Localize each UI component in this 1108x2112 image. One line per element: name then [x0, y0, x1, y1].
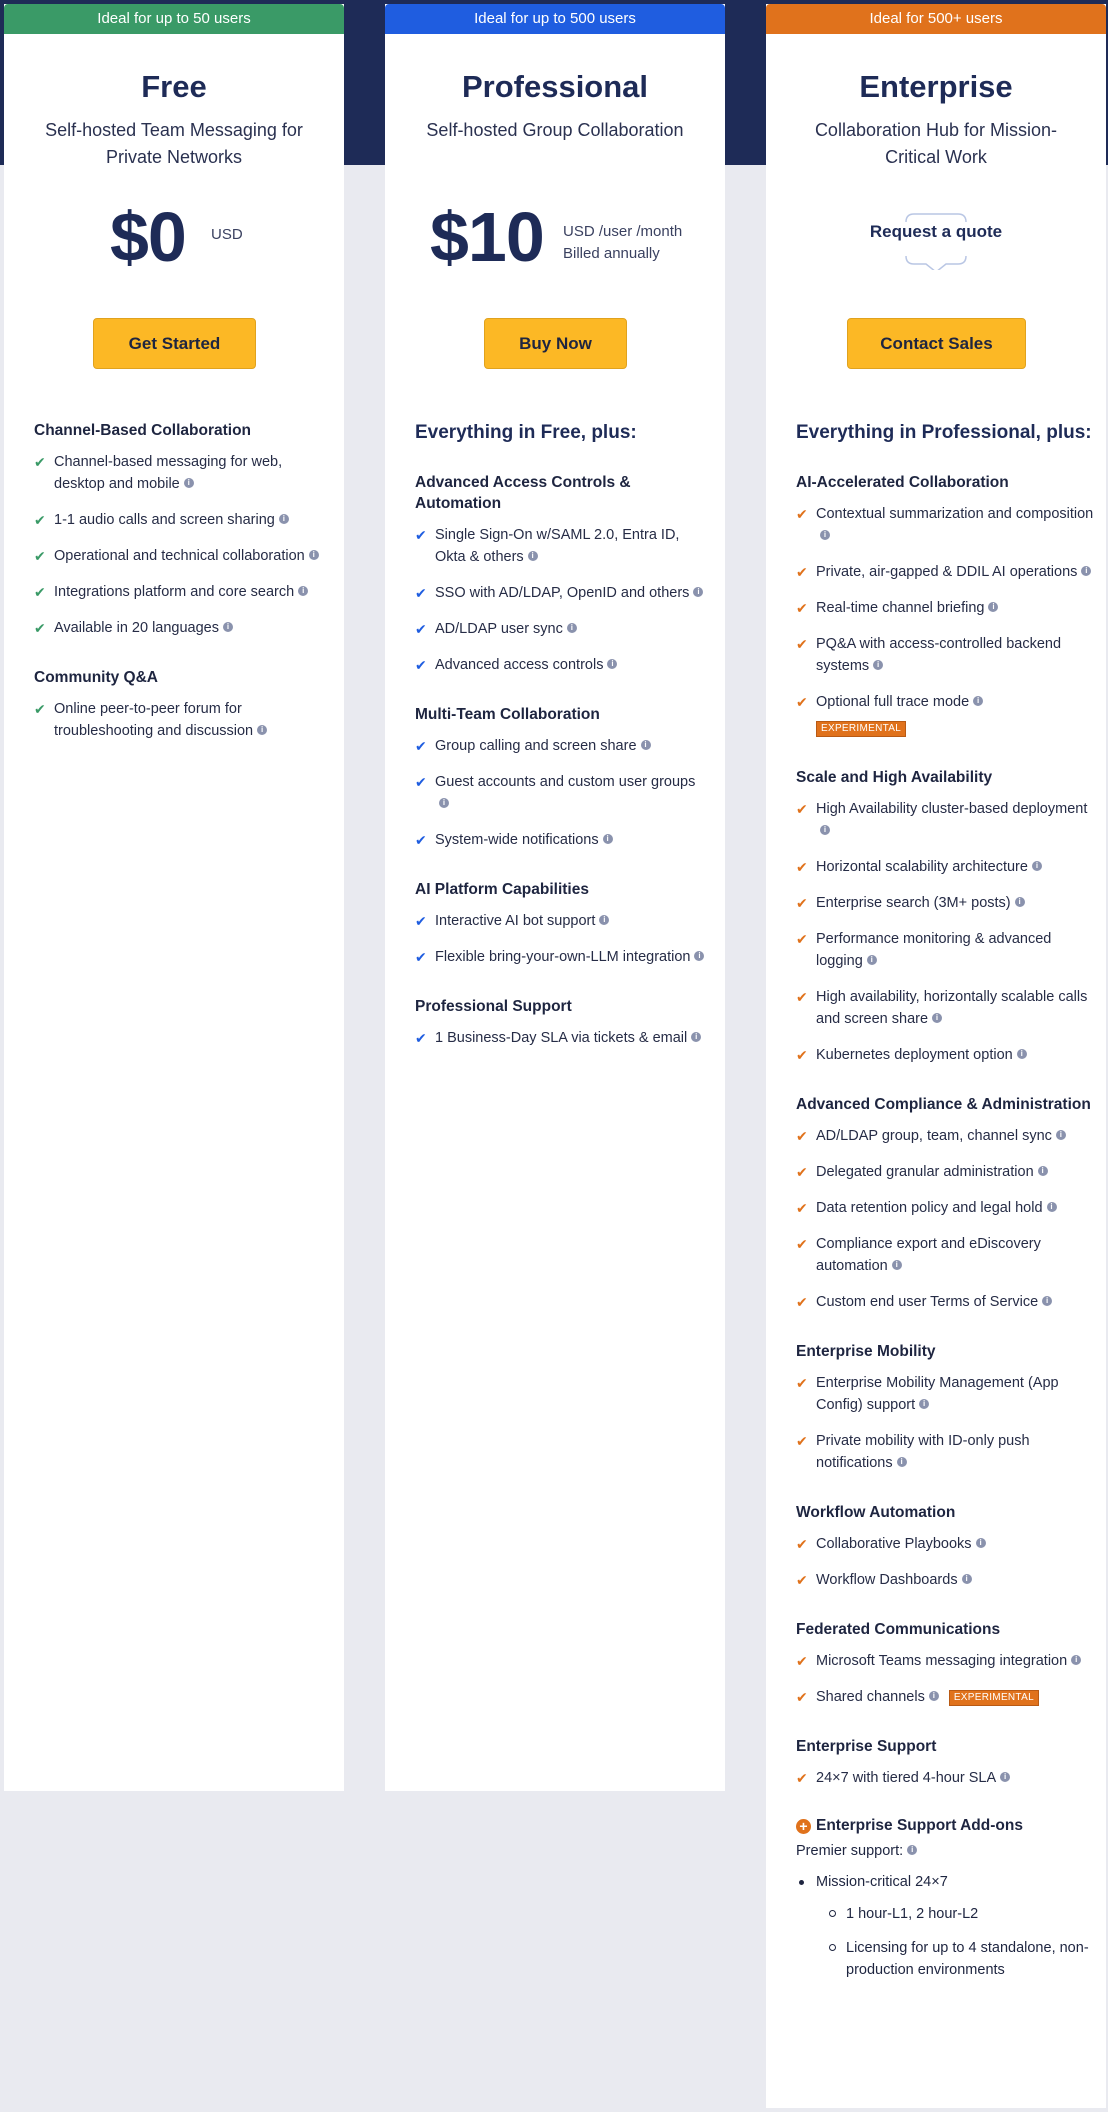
- info-icon[interactable]: i: [599, 915, 609, 925]
- info-icon[interactable]: i: [962, 1574, 972, 1584]
- check-icon: ✔: [796, 600, 808, 616]
- plan-name: Professional: [461, 69, 649, 104]
- info-icon[interactable]: i: [976, 1538, 986, 1548]
- check-icon: ✔: [415, 738, 427, 754]
- feature-item: ✔ AD/LDAP user sync i: [415, 618, 705, 640]
- experimental-badge: EXPERIMENTAL: [816, 721, 906, 737]
- info-icon[interactable]: i: [892, 1260, 902, 1270]
- check-icon: ✔: [34, 512, 46, 528]
- check-icon: ✔: [796, 1200, 808, 1216]
- info-icon[interactable]: i: [932, 1013, 942, 1023]
- speech-bubble-icon: [896, 210, 976, 270]
- check-icon: ✔: [796, 1128, 808, 1144]
- info-icon[interactable]: i: [528, 551, 538, 561]
- info-icon[interactable]: i: [929, 1691, 939, 1701]
- billing-note: Billed annually: [563, 245, 660, 262]
- info-icon[interactable]: i: [1017, 1049, 1027, 1059]
- section-title: Scale and High Availability: [796, 769, 993, 786]
- feature-item: ✔ Private mobility with ID-only push notifications i: [796, 1430, 1096, 1474]
- info-icon[interactable]: i: [988, 602, 998, 612]
- feature-section: [415, 472, 705, 676]
- check-icon: ✔: [34, 701, 46, 717]
- info-icon[interactable]: i: [1000, 1772, 1010, 1782]
- plan-name: Free: [141, 69, 207, 104]
- experimental-badge: EXPERIMENTAL: [949, 1690, 1039, 1706]
- check-icon: ✔: [796, 1770, 808, 1786]
- info-icon[interactable]: i: [567, 623, 577, 633]
- plan-ribbon: Ideal for 500+ users: [766, 4, 1106, 34]
- check-icon: ✔: [796, 1536, 808, 1552]
- feature-item: ✔ Flexible bring-your-own-LLM integration i: [415, 946, 705, 968]
- info-icon[interactable]: i: [279, 514, 289, 524]
- feature-item: ✔ Contextual summarization and compositioni: [796, 503, 1096, 547]
- check-icon: ✔: [415, 913, 427, 929]
- get-started-button[interactable]: Get Started: [93, 318, 256, 369]
- section-title: AI Platform Capabilities: [415, 881, 589, 898]
- feature-item: ✔ 1-1 audio calls and screen sharing i: [34, 509, 324, 531]
- info-icon[interactable]: i: [973, 696, 983, 706]
- info-icon[interactable]: i: [1038, 1166, 1048, 1176]
- check-icon: ✔: [796, 895, 808, 911]
- plus-circle-icon[interactable]: +: [796, 1819, 811, 1834]
- feature-item: ✔ Enterprise search (3M+ posts) i: [796, 892, 1096, 914]
- info-icon[interactable]: i: [607, 659, 617, 669]
- check-icon: ✔: [415, 832, 427, 848]
- feature-item: ✔ PQ&A with access-controlled backend systems i: [796, 633, 1096, 677]
- check-icon: ✔: [415, 621, 427, 637]
- feature-item: ✔ Data retention policy and legal hold i: [796, 1197, 1096, 1219]
- feature-section: [415, 704, 705, 851]
- price-currency: USD: [211, 226, 243, 243]
- plan-price: $10: [430, 198, 544, 276]
- check-icon: ✔: [796, 859, 808, 875]
- feature-item: ✔ Custom end user Terms of Service i: [796, 1291, 1096, 1313]
- feature-item: ✔ Compliance export and eDiscovery automation i: [796, 1233, 1096, 1277]
- info-icon[interactable]: i: [1081, 566, 1091, 576]
- check-icon: ✔: [796, 931, 808, 947]
- info-icon[interactable]: i: [1071, 1655, 1081, 1665]
- feature-section: [34, 420, 324, 639]
- plan-ribbon: Ideal for up to 50 users: [4, 4, 344, 34]
- info-icon[interactable]: i: [1015, 897, 1025, 907]
- info-icon[interactable]: i: [223, 622, 233, 632]
- info-icon[interactable]: i: [693, 587, 703, 597]
- info-icon[interactable]: i: [820, 530, 830, 540]
- feature-item: ✔ SSO with AD/LDAP, OpenID and others i: [415, 582, 705, 604]
- feature-item: ✔ Private, air-gapped & DDIL AI operations i: [796, 561, 1096, 583]
- plus-heading: Everything in Professional, plus:: [796, 422, 1092, 443]
- check-icon: ✔: [34, 548, 46, 564]
- list-item: Mission-critical 24×7: [796, 1871, 1096, 1893]
- section-title: Channel-Based Collaboration: [34, 422, 252, 439]
- feature-list: [796, 422, 1096, 2009]
- plan-price: $0: [110, 198, 186, 276]
- info-icon[interactable]: i: [897, 1457, 907, 1467]
- plan-description: Collaboration Hub for Mission-Critical Work: [814, 120, 1058, 167]
- section-title: Community Q&A: [34, 669, 158, 686]
- check-icon: ✔: [796, 1689, 808, 1705]
- feature-section: [796, 767, 1096, 1066]
- check-icon: ✔: [415, 949, 427, 965]
- plan-description: Self-hosted Team Messaging for Private Networks: [45, 120, 303, 167]
- list-item: 1 hour-L1, 2 hour-L2: [796, 1903, 1096, 1925]
- feature-item: ✔ Operational and technical collaboration i: [34, 545, 324, 567]
- pricing-card-enterprise: [766, 4, 1106, 2108]
- section-title: Advanced Compliance & Administration: [796, 1096, 1091, 1113]
- info-icon[interactable]: i: [820, 825, 830, 835]
- contact-sales-button[interactable]: Contact Sales: [847, 318, 1026, 369]
- feature-section: [796, 1502, 1096, 1591]
- check-icon: ✔: [796, 1294, 808, 1310]
- feature-item: ✔ Advanced access controls i: [415, 654, 705, 676]
- feature-item: ✔ Optional full trace mode i EXPERIMENTAL: [796, 691, 1096, 739]
- info-icon[interactable]: i: [919, 1399, 929, 1409]
- check-icon: ✔: [796, 1375, 808, 1391]
- plan-name: Enterprise: [859, 69, 1013, 104]
- feature-item: ✔ 1 Business-Day SLA via tickets & email i: [415, 1027, 705, 1049]
- section-title: Federated Communications: [796, 1621, 1001, 1638]
- feature-item: ✔ Group calling and screen share i: [415, 735, 705, 757]
- check-icon: ✔: [796, 1047, 808, 1063]
- feature-section: [34, 667, 324, 742]
- section-title: AI-Accelerated Collaboration: [796, 474, 1009, 491]
- pricing-card-professional: [385, 4, 725, 1791]
- feature-list: [415, 422, 705, 1077]
- feature-item: ✔ Single Sign-On w/SAML 2.0, Entra ID, Okta & others i: [415, 524, 705, 568]
- check-icon: ✔: [34, 584, 46, 600]
- section-title: Enterprise Mobility: [796, 1343, 936, 1360]
- feature-section: [796, 1619, 1096, 1708]
- feature-item: ✔ Interactive AI bot support i: [415, 910, 705, 932]
- feature-section: [415, 879, 705, 968]
- feature-item: ✔ Channel-based messaging for web, desktop and mobile i: [34, 451, 324, 495]
- check-icon: ✔: [796, 694, 808, 710]
- feature-item: ✔ Shared channels i EXPERIMENTAL: [796, 1686, 1096, 1708]
- info-icon[interactable]: i: [184, 478, 194, 488]
- request-quote-text: Request a quote: [869, 222, 1003, 241]
- info-icon[interactable]: i: [439, 798, 449, 808]
- check-icon: ✔: [796, 1164, 808, 1180]
- info-icon[interactable]: i: [873, 660, 883, 670]
- info-icon[interactable]: i: [694, 951, 704, 961]
- feature-section: [796, 1094, 1096, 1313]
- feature-item: ✔ High availability, horizontally scalable calls and screen share i: [796, 986, 1096, 1030]
- feature-item: ✔ Microsoft Teams messaging integration i: [796, 1650, 1096, 1672]
- check-icon: ✔: [415, 585, 427, 601]
- info-icon[interactable]: i: [1056, 1130, 1066, 1140]
- check-icon: ✔: [415, 1030, 427, 1046]
- feature-item: ✔ Horizontal scalability architecture i: [796, 856, 1096, 878]
- plus-heading: Everything in Free, plus:: [415, 422, 637, 443]
- feature-section: [415, 996, 705, 1049]
- feature-item: ✔ Enterprise Mobility Management (App Config) support i: [796, 1372, 1096, 1416]
- info-icon[interactable]: i: [907, 1845, 917, 1855]
- info-icon[interactable]: i: [257, 725, 267, 735]
- section-title: Workflow Automation: [796, 1504, 956, 1521]
- feature-section: [796, 1341, 1096, 1474]
- info-icon[interactable]: i: [298, 586, 308, 596]
- plan-ribbon: Ideal for up to 500 users: [385, 4, 725, 34]
- buy-now-button[interactable]: Buy Now: [484, 318, 627, 369]
- feature-item: ✔ Kubernetes deployment option i: [796, 1044, 1096, 1066]
- price-unit: USD /user /month: [563, 223, 683, 240]
- info-icon[interactable]: i: [641, 740, 651, 750]
- feature-item: ✔ Collaborative Playbooks i: [796, 1533, 1096, 1555]
- check-icon: ✔: [415, 774, 427, 790]
- info-icon[interactable]: i: [691, 1032, 701, 1042]
- feature-item: ✔ Guest accounts and custom user groupsi: [415, 771, 705, 815]
- section-title: Multi-Team Collaboration: [415, 706, 600, 723]
- check-icon: ✔: [796, 1572, 808, 1588]
- section-title: Professional Support: [415, 998, 572, 1015]
- feature-item: ✔ Delegated granular administration i: [796, 1161, 1096, 1183]
- section-title: Enterprise Support: [796, 1738, 937, 1755]
- feature-item: ✔ Integrations platform and core search i: [34, 581, 324, 603]
- feature-item: ✔ Workflow Dashboards i: [796, 1569, 1096, 1591]
- feature-item: ✔ System-wide notifications i: [415, 829, 705, 851]
- check-icon: ✔: [34, 620, 46, 636]
- check-icon: ✔: [34, 454, 46, 470]
- check-icon: ✔: [796, 1236, 808, 1252]
- addons-section: [796, 1817, 1096, 1981]
- addons-title[interactable]: + Enterprise Support Add-ons: [796, 1817, 1096, 1835]
- section-title: Advanced Access Controls & Automation: [415, 474, 631, 512]
- feature-item: ✔ Online peer-to-peer forum for troubleshooting and discussion i: [34, 698, 324, 742]
- check-icon: ✔: [415, 527, 427, 543]
- info-icon[interactable]: i: [603, 834, 613, 844]
- check-icon: ✔: [415, 657, 427, 673]
- info-icon[interactable]: i: [1032, 861, 1042, 871]
- info-icon[interactable]: i: [1042, 1296, 1052, 1306]
- list-item: Licensing for up to 4 standalone, non-production environments: [796, 1937, 1096, 1981]
- feature-item: ✔ Available in 20 languages i: [34, 617, 324, 639]
- pricing-card-free: [4, 4, 344, 1791]
- plan-description: Self-hosted Group Collaboration: [426, 120, 684, 140]
- feature-item: ✔ Real-time channel briefing i: [796, 597, 1096, 619]
- feature-list: [34, 420, 324, 770]
- check-icon: ✔: [796, 636, 808, 652]
- check-icon: ✔: [796, 801, 808, 817]
- feature-item: ✔ 24×7 with tiered 4-hour SLA i: [796, 1767, 1096, 1789]
- check-icon: ✔: [796, 1653, 808, 1669]
- premier-support-label: Premier support: i: [796, 1843, 1096, 1859]
- quote-bubble: [856, 202, 1016, 275]
- info-icon[interactable]: i: [309, 550, 319, 560]
- feature-item: ✔ High Availability cluster-based deploymenti: [796, 798, 1096, 842]
- feature-item: ✔ Performance monitoring & advanced logging i: [796, 928, 1096, 972]
- info-icon[interactable]: i: [867, 955, 877, 965]
- feature-section: [796, 1736, 1096, 1789]
- check-icon: ✔: [796, 989, 808, 1005]
- check-icon: ✔: [796, 1433, 808, 1449]
- feature-item: ✔ AD/LDAP group, team, channel sync i: [796, 1125, 1096, 1147]
- check-icon: ✔: [796, 564, 808, 580]
- info-icon[interactable]: i: [1047, 1202, 1057, 1212]
- check-icon: ✔: [796, 506, 808, 522]
- feature-section: [796, 472, 1096, 739]
